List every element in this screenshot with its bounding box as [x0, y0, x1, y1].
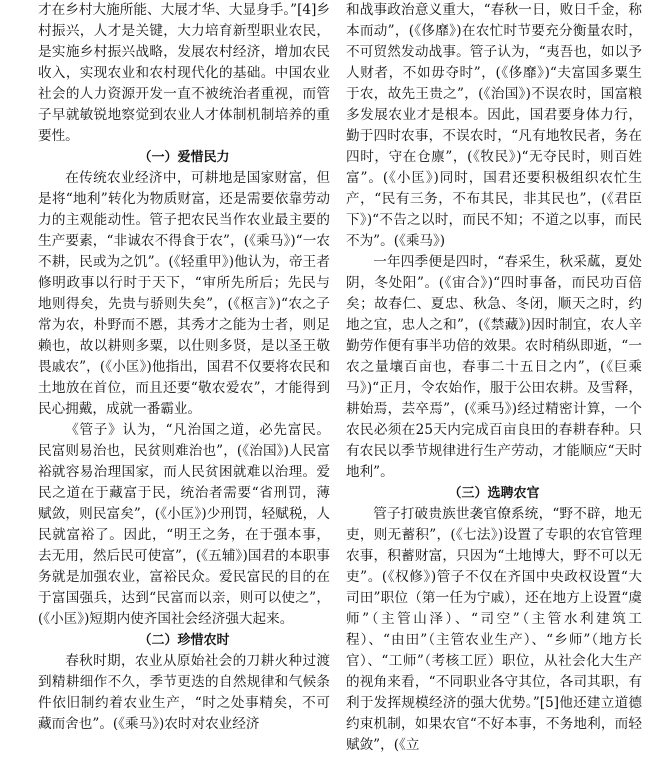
farming-season-paragraph-2: 一年四季便是四时，“春采生，秋采蓏，夏处阴，冬处阳”。(《宙合》)“四时事备，而民功百倍矣；故春仁、夏忠、秋急、冬闭，顺天之时，约地之宜，忠人之和”，(《禁藏》)因时制宜，农人辛勤劳作便有事半功倍的效果。农时稍纵即逝，“一农之量壤百亩也，春事二十五日之内”，(《巨乘马》)“正月，令农始作，服于公田农耕。及雪释，耕始焉，芸卒焉”，(《乘马》)经过精密计算，一个农民必须在25天内完成百亩良田的春耕春种。只有农民以季节规律进行生产劳动，才能顺应“天时地利”。	[346, 254, 642, 480]
cherish-labor-paragraph-1: 在传统农业经济中，可耕地是国家财富，但是将“地利”转化为物质财富，还是需要依靠劳动力的主观能动性。管子把农民当作农业最主要的生产要素，“非诚农不得食于农”，(《乘马》)“一农不耕，民或为之饥”。(《轻重甲》)他认为，帝王者修明政事以行时于天下，“审所先所后；先民与地则得矣，先贵与骄则失矣”，(《枢言》)“农之子常为农，朴野而不慝，其秀才之能为士者，则足赖也，故以耕则多粟，以仕则多贤，是以圣王敬畏戚农”，(《小匡》)他指出，国君不仅要将农民和土地放在首位，而且还要“敬农爱农”，才能得到民心拥戴，成就一番霸业。	[38, 170, 330, 417]
farming-season-paragraph-1: 春秋时期，农业从原始社会的刀耕火种过渡到精耕细作不久，季节更迭的自然规律和气候条件依旧制约着农业生产，“时之处事精矣，不可藏而舍也”。(《乘马》)农时对农业经济	[38, 653, 330, 732]
section-heading-agricultural-officials: （三）选聘农官	[448, 486, 540, 501]
section-heading-cherish-labor: （一）爱惜民力	[138, 150, 230, 165]
agricultural-officials-paragraph: 管子打破贵族世袭官僚系统，“野不辟，地无吏，则无蓄积”，(《七法》)设置了专职的农官管理农事，积蓄财富，只因为“土地博大，野不可以无吏”。(《权修》)管子不仅在齐国中央政权设置“大司田”职位（第一任为宁戚），还在地方上设置“虞师”（主管山泽）、“司空”（主管水利建筑工程）、“由田”（主管农业生产）、“乡师”（地方长官）、“工师”（考核工匠）职位，从社会化大生产的视角来看，“不同职业各守其位，各司其职，有利于发挥规模经济的强大优势。”[5]他还建立道德约束机制，如果农官“不好本事，不务地利，而轻赋敛”，(《立	[346, 506, 642, 753]
intro-paragraph: 才在乡村大施所能、大展才华、大显身手。”[4]乡村振兴，人才是关键，大力培育新型职业农民，是实施乡村振兴战略，发展农村经济，增加农民收入，实现农业和农村现代化的基础。中国农业社会的人力资源开发一直不被统治者重视，而管子早就敏锐地察觉到农业人才体制机制培养的重要性。	[38, 2, 330, 144]
farming-season-paragraph-1-continued: 和战事政治意义重大，“春秋一日，败日千金，称本而动”，(《侈靡》)在农忙时节要充分衡量农时，不可贸然发动战事。管子认为，“夷吾也，如以予人财者，不如毋夺时”，(《侈靡》)“夫富国多粟生于农，故先王贵之”，(《治国》)不误农时，国富粮多发展农业才是根本。因此，国君要身体力行，勤于四时农事，不误农时，“凡有地牧民者，务在四时，守在仓廪”，(《牧民》)“无夺民时，则百姓富”。(《小匡》)同时，国君还要积极组织农忙生产，“民有三务，不布其民，非其民也”，(《君臣下》)“不告之以时，而民不知；不道之以事，而民不为”。(《乘马》)	[346, 2, 642, 249]
right-column	[346, 0, 642, 756]
left-column	[38, 0, 330, 735]
section-heading-farming-season: （二）珍惜农时	[138, 633, 230, 648]
cherish-labor-paragraph-2: 《管子》认为，“凡治国之道，必先富民。民富则易治也，民贫则难治也”，(《治国》)人民富裕就容易治理国家，而人民贫困就难以治理。爱民之道在于藏富于民，统治者需要“省刑罚，薄赋敛，则民富矣”，(《小匡》)少刑罚，轻赋税，人民就富裕了。因此，“明王之务，在于强本事，去无用，然后民可使富”，(《五辅》)国君的本职事务就是加强农业，富裕民众。爱民富民的目的在于富国强兵，达到“民富而以亲，则可以使之”，(《小匡》)短期内使齐国社会经济强大起来。	[38, 422, 330, 627]
